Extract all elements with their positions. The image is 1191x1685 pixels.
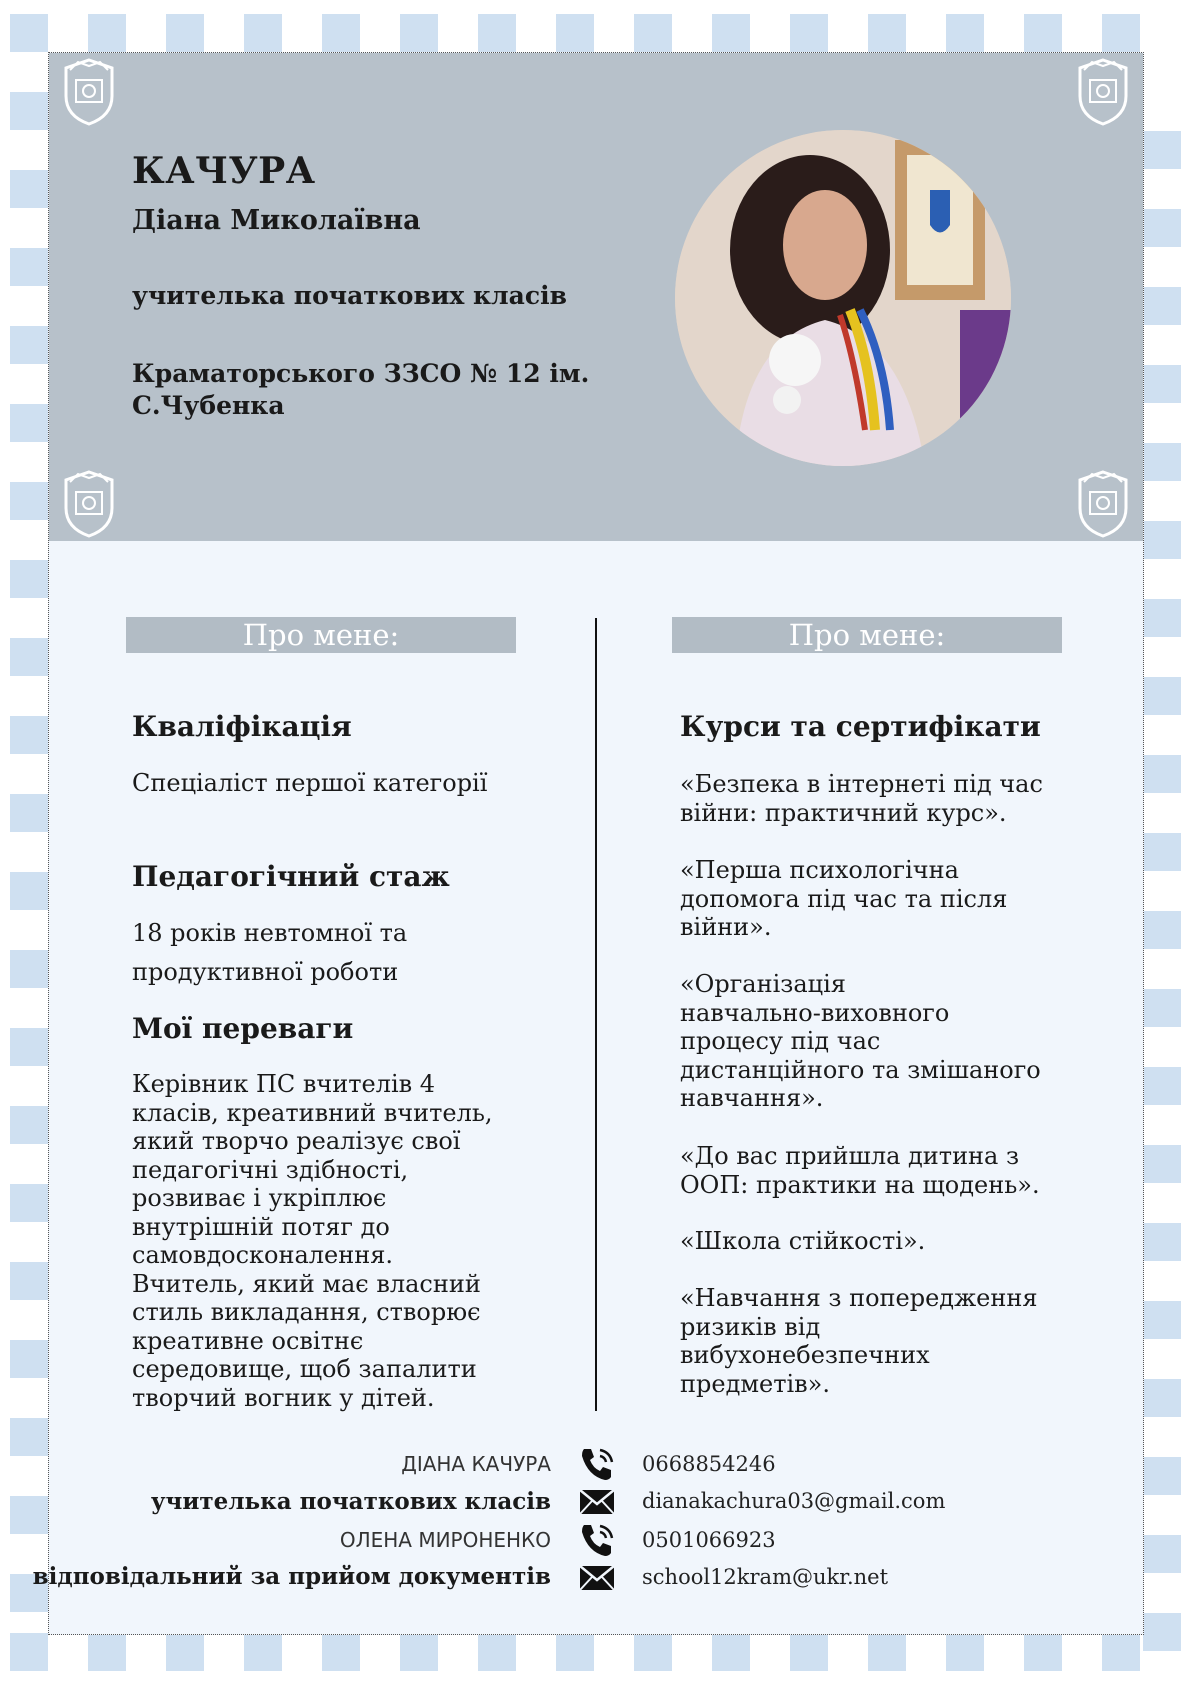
checker-square xyxy=(10,482,48,520)
checker-square xyxy=(10,248,48,286)
checker-square xyxy=(10,92,48,130)
checker-square xyxy=(10,14,48,52)
checker-square xyxy=(868,14,906,52)
advantages-line: який творчо реалізує свої xyxy=(132,1127,461,1155)
checker-square xyxy=(1024,1633,1062,1671)
checker-square xyxy=(946,1633,984,1671)
phone-icon xyxy=(578,1522,616,1558)
checker-square xyxy=(244,1633,282,1671)
phone-number-1[interactable]: 0668854246 xyxy=(642,1452,776,1476)
course-item xyxy=(680,1284,1080,1398)
course-line: дистанційного та змішаного xyxy=(680,1055,1041,1084)
checker-square xyxy=(946,14,984,52)
checker-square xyxy=(1143,1223,1181,1261)
phone-number-2[interactable]: 0501066923 xyxy=(642,1528,776,1552)
qualification-text: Спеціаліст першої категорії xyxy=(132,769,488,797)
checker-square xyxy=(10,794,48,832)
course-item xyxy=(680,1227,1080,1256)
school-name xyxy=(132,358,602,422)
checker-square xyxy=(10,404,48,442)
checker-square xyxy=(478,14,516,52)
checker-square xyxy=(1143,1145,1181,1183)
checker-square xyxy=(10,1262,48,1300)
course-line: навчально-виховного xyxy=(680,998,950,1027)
checker-square xyxy=(400,1633,438,1671)
course-line: війни». xyxy=(680,913,772,941)
advantages-title: Мої переваги xyxy=(132,1012,354,1045)
advantages-line: самовдосконалення. xyxy=(132,1241,394,1269)
course-line: «Навчання з попередження xyxy=(680,1284,1038,1312)
contact-role-2: відповідальний за прийом документів xyxy=(32,1563,551,1590)
courses-title: Курси та сертифікати xyxy=(680,710,1041,743)
course-item xyxy=(680,856,1080,942)
email-link-2[interactable]: school12kram@ukr.net xyxy=(642,1565,889,1589)
checker-square xyxy=(1024,14,1062,52)
about-banner-right: Про мене: xyxy=(672,617,1062,653)
checker-square xyxy=(790,14,828,52)
checker-square xyxy=(1143,365,1181,403)
advantages-line: стиль викладання, створює xyxy=(132,1298,481,1326)
checker-square xyxy=(10,716,48,754)
course-item xyxy=(680,1142,1080,1199)
course-line: «Безпека в інтернеті під час xyxy=(680,770,1043,798)
checker-square xyxy=(166,1633,204,1671)
about-banner-left: Про мене: xyxy=(126,617,516,653)
school-emblem-icon xyxy=(56,468,122,540)
course-line: допомога під час та після xyxy=(680,884,1008,913)
school-emblem-icon xyxy=(1070,56,1136,128)
course-line: предметів». xyxy=(680,1369,830,1398)
checker-square xyxy=(322,1633,360,1671)
checker-square xyxy=(10,1496,48,1534)
job-position: учителька початкових класів xyxy=(132,281,567,310)
checker-square xyxy=(10,950,48,988)
checker-square xyxy=(10,1184,48,1222)
checker-square xyxy=(10,170,48,208)
experience-line: 18 років невтомної та xyxy=(132,919,408,947)
school-emblem-icon xyxy=(56,56,122,128)
checker-square xyxy=(790,1633,828,1671)
phone-icon xyxy=(578,1446,616,1482)
checker-square xyxy=(88,1633,126,1671)
checker-square xyxy=(1143,443,1181,481)
surname: КАЧУРА xyxy=(132,150,316,192)
experience-line: продуктивної роботи xyxy=(132,958,399,986)
course-item xyxy=(680,770,1080,827)
checker-square xyxy=(1143,1067,1181,1105)
checker-square xyxy=(1143,209,1181,247)
course-line: ООП: практики на щодень». xyxy=(680,1170,1040,1199)
experience-title: Педагогічний стаж xyxy=(132,860,450,893)
portrait-photo xyxy=(675,130,1011,466)
column-divider xyxy=(595,618,597,1411)
checker-square xyxy=(1143,1457,1181,1495)
course-line: «До вас прийшла дитина з xyxy=(680,1142,1020,1170)
checker-square xyxy=(478,1633,516,1671)
experience-text xyxy=(132,914,407,992)
advantages-line: середовище, щоб запалити xyxy=(132,1355,477,1383)
checker-square xyxy=(244,14,282,52)
course-line: «Організація xyxy=(680,970,846,998)
checker-square xyxy=(1143,521,1181,559)
checker-square xyxy=(1102,14,1140,52)
checker-square xyxy=(10,1633,48,1671)
school-line: С.Чубенка xyxy=(132,391,285,420)
email-link-1[interactable]: dianakachura03@gmail.com xyxy=(642,1489,946,1513)
envelope-icon xyxy=(578,1560,616,1596)
checker-square xyxy=(1143,1301,1181,1339)
school-line: Краматорського ЗЗСО № 12 ім. xyxy=(132,359,590,388)
course-line: ризиків від xyxy=(680,1312,821,1341)
checker-square xyxy=(634,14,672,52)
checker-square xyxy=(10,326,48,364)
checker-square xyxy=(1143,1379,1181,1417)
checker-square xyxy=(1143,911,1181,949)
course-line: «Школа стійкості». xyxy=(680,1227,926,1255)
given-names: Діана Миколаївна xyxy=(132,205,421,236)
envelope-icon xyxy=(578,1484,616,1520)
checker-square xyxy=(868,1633,906,1671)
checker-square xyxy=(400,14,438,52)
advantages-line: педагогічні здібності, xyxy=(132,1155,409,1184)
checker-square xyxy=(10,1106,48,1144)
checker-square xyxy=(712,14,750,52)
course-line: «Перша психологічна xyxy=(680,856,959,884)
checker-square xyxy=(1143,755,1181,793)
advantages-line: розвиває і укріплює xyxy=(132,1184,387,1212)
portrait-illustration xyxy=(675,130,1011,466)
checker-square xyxy=(1143,599,1181,637)
checker-square xyxy=(10,560,48,598)
checker-square xyxy=(322,14,360,52)
checker-square xyxy=(1143,287,1181,325)
advantages-line: Керівник ПС вчителів 4 xyxy=(132,1070,436,1098)
checker-square xyxy=(712,1633,750,1671)
checker-square xyxy=(1143,1613,1181,1651)
checker-square xyxy=(556,14,594,52)
checker-square xyxy=(10,872,48,910)
course-line: процесу під час xyxy=(680,1027,881,1055)
checker-square xyxy=(10,1340,48,1378)
checker-square xyxy=(634,1633,672,1671)
course-item xyxy=(680,970,1080,1113)
checker-square xyxy=(10,1028,48,1066)
advantages-text xyxy=(132,1070,493,1412)
course-line: війни: практичний курс». xyxy=(680,798,1007,827)
course-line: вибухонебезпечних xyxy=(680,1341,930,1369)
checker-square xyxy=(1143,131,1181,169)
checker-square xyxy=(556,1633,594,1671)
checker-square xyxy=(166,14,204,52)
contact-name-1: ДІАНА КАЧУРА xyxy=(401,1452,551,1476)
advantages-line: внутрішній потяг до xyxy=(132,1212,390,1241)
contact-name-2: ОЛЕНА МИРОНЕНКО xyxy=(339,1528,551,1552)
contact-role-1: учителька початкових класів xyxy=(150,1488,551,1515)
school-emblem-icon xyxy=(1070,468,1136,540)
qualification-title: Кваліфікація xyxy=(132,710,352,743)
advantages-line: креативне освітнє xyxy=(132,1326,364,1355)
checker-square xyxy=(1143,833,1181,871)
checker-square xyxy=(1102,1633,1140,1671)
checker-square xyxy=(1143,677,1181,715)
advantages-line: класів, креативний вчитель, xyxy=(132,1098,493,1127)
checker-square xyxy=(1143,1535,1181,1573)
checker-square xyxy=(88,14,126,52)
advantages-line: Вчитель, який має власний xyxy=(132,1269,481,1298)
course-line: навчання». xyxy=(680,1084,824,1112)
checker-square xyxy=(10,638,48,676)
checker-square xyxy=(1143,989,1181,1027)
checker-square xyxy=(10,1418,48,1456)
advantages-line: творчий вогник у дітей. xyxy=(132,1383,435,1412)
